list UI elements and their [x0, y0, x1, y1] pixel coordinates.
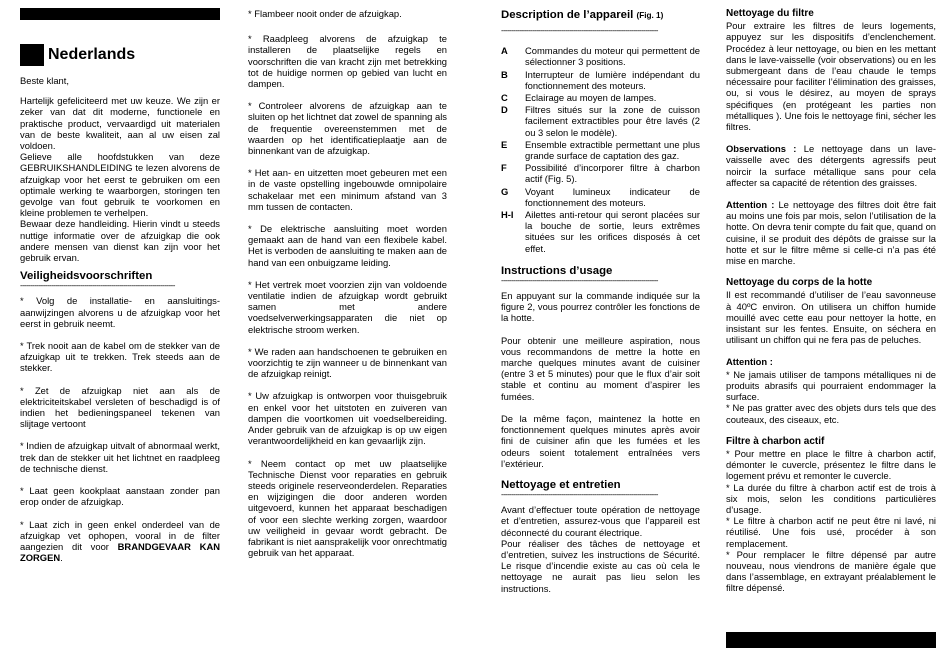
- legend-key: F: [501, 162, 507, 174]
- column-nl-intro: [20, 8, 220, 574]
- section-heading-usage: Instructions d’usage: [501, 264, 613, 277]
- observations-text: Le nettoyage dans un lave-vaisselle avec des détergents agressifs peut noircir la surface métallique sans pour cela affecter sa capacité de rétention des graisses.: [726, 143, 936, 188]
- language-header: [20, 44, 220, 66]
- safety-item: * Volg de installatie- en aansluitings-aanwijzingen alvorens u de afzuigkap voor het eerst in gebruik neemt.: [20, 295, 220, 329]
- attention-item: * Ne jamais utiliser de tampons métalliques ni de produits abrasifs qui pourraient endommager la surface.: [726, 368, 936, 403]
- safety-item: * Zet de afzuigkap niet aan als de elektriciteitskabel versleten of beschadigd is of indien het bedieningspaneel tekenen van slijtage vertoont: [20, 384, 220, 430]
- description-title: Description de l’appareil: [501, 9, 634, 21]
- legend-text: Possibilité d’incorporer filtre à charbon actif (Fig. 5).: [525, 162, 700, 185]
- section-rule: ----------------------------------------------------------------------------: [501, 277, 658, 286]
- legend-key: G: [501, 185, 509, 197]
- safety-text: * Laat zich in geen enkel onderdeel van de afzuigkap vet ophopen, vooral in de filter aangezien dit voor: [20, 518, 220, 552]
- legend-key: H-I: [501, 209, 514, 221]
- observations-label: Observations :: [726, 143, 797, 155]
- intro-paragraph: Gelieve alle hoofdstukken van deze GEBRUIKSHANDLEIDING te lezen alvorens de afzuigkap voor het eerst te gebruiken om een optimale werking te waarborgen, storingen ten gevolge van fout gebruik te voorkomen en kleine problemen te verhelpen.: [20, 151, 220, 219]
- body-cleaning-heading: Nettoyage du corps de la hotte: [726, 277, 873, 289]
- column-fr-cleaning: [726, 8, 936, 594]
- safety-item: * Flambeer nooit onder de afzuigkap.: [248, 8, 402, 19]
- attention-label: Attention :: [726, 199, 775, 211]
- legend-text: Filtres situés sur la zone de cuisson facilement extractibles pour être lavés (2 ou 3 selon le modèle).: [525, 104, 700, 138]
- legend-key: C: [501, 92, 508, 104]
- language-marker: [20, 44, 44, 66]
- maintenance-paragraph: Avant d’effectuer toute opération de nettoyage et d’entretien, assurez-vous que l’appareil est déconnecté du courant électrique.: [501, 504, 700, 538]
- safety-item: * Raadpleeg alvorens de afzuigkap te installeren de plaatselijke regels en voorschriften die van kracht zijn met betrekking tot de huidige normen op gebied van lucht en dampen.: [248, 33, 447, 90]
- safety-text-end: .: [60, 552, 63, 564]
- legend-key: E: [501, 138, 508, 150]
- fire-hazard-warning: BRANDGEVAAR KAN ZORGEN: [20, 540, 220, 564]
- safety-item: * Het vertrek moet voorzien zijn van voldoende ventilatie indien de afzuigkap wordt gebruikt samen met andere voedselverwerkingsapparaten die niet op elektrische stroom werken.: [248, 278, 447, 335]
- safety-item: * Controleer alvorens de afzuigkap aan te sluiten op het lichtnet dat zowel de spanning als de frequentie overeenstemmen met de waarden op het identificatieplaatje aan de binnenkant van de afzuigkap.: [248, 100, 447, 157]
- top-black-bar: [20, 8, 220, 20]
- column-fr-description: [501, 8, 700, 605]
- usage-paragraph: De la même façon, maintenez la hotte en fonctionnement quelques minutes après avoir fini de cuisiner afin que les fumées et les odeurs soient totalement entraînées vers l’extérieur.: [501, 412, 700, 469]
- section-heading-description: [501, 10, 700, 21]
- legend-text: Ensemble extractible permettant une plus grande surface de captation des gaz.: [525, 138, 700, 162]
- charcoal-item: * Le filtre à charbon actif ne peut être ni lavé, ni réutilisé. Une fois usé, procéder à son remplacement.: [726, 515, 936, 549]
- section-heading-maintenance: Nettoyage et entretien: [501, 478, 621, 491]
- safety-item: * Trek nooit aan de kabel om de stekker van de afzuigkap uit te trekken. Trek steeds aan de stekker.: [20, 340, 220, 374]
- filter-cleaning-text: Pour extraire les filtres de leurs logements, appuyez sur les dispositifs d’enclenchement. Procédez à leur nettoyage, ou bien en les mettant dans le lave-vaisselle (voir observations) ou en les submergeant dans de l’eau chaude le temps nécessaire pour faciliter l’élimination des graisses, ou, si vous le désirez, au moyen de sprays spécifiques (en protégeant les parties non métalliques ). Une fois le nettoyage fini, sécher les filtres.: [726, 20, 936, 133]
- safety-item: * Laat geen kookplaat aanstaan zonder pan erop onder de afzuigkap.: [20, 485, 220, 508]
- usage-paragraph: Pour obtenir une meilleure aspiration, nous vous recommandons de mettre la hotte en marche quelques minutes avant de cuisiner (entre 3 et 5 minutes) pour que le flux d’air soit stable et continu au moment d’aspirer les fumées.: [501, 334, 700, 402]
- intro-paragraph: Hartelijk gefeliciteerd met uw keuze. We zijn er zeker van dat dit moderne, functionele en praktische product, vervaardigd uit materialen van de beste kwaliteit, aan al uw eisen zal voldoen.: [20, 95, 220, 152]
- section-heading-safety: Veiligheidsvoorschriften: [20, 270, 153, 283]
- section-rule: ----------------------------------------------------------------------------: [501, 27, 658, 36]
- safety-item: * Uw afzuigkap is ontworpen voor thuisgebruik en enkel voor het uitstoten en zuiveren van dampen die voortkomen uit voedselbereiding. Ander gebruik van de afzuigkap is op uw eigen verantwoordelijkheid en kan gevaarlijk zijn.: [248, 390, 447, 447]
- section-rule: ----------------------------------------------------------------------------: [501, 491, 658, 500]
- language-title: Nederlands: [48, 46, 136, 64]
- greeting: Beste klant,: [20, 75, 69, 86]
- legend-text: Eclairage au moyen de lampes.: [525, 92, 657, 104]
- safety-item: * We raden aan handschoenen te gebruiken en voorzichtig te zijn wanneer u de binnenkant van de afzuigkap reinigt.: [248, 345, 447, 380]
- attention-item: * Ne pas gratter avec des objets durs tels que des couteaux, des ciseaux, etc.: [726, 402, 936, 425]
- legend-text: Interrupteur de lumière indépendant du fonctionnement des moteurs.: [525, 68, 700, 91]
- bottom-black-bar: [726, 632, 936, 648]
- attention-text: Le nettoyage des filtres doit être fait au moins une fois par mois, selon l’utilisation de la hotte. On devra tenir compte du fait que, quand on cuisine, il se produit des dépôts de graisse sur la hotte et sur le filtre même si celle-ci n’a pas été mise en marche.: [726, 199, 936, 267]
- body-cleaning-text: Il est recommandé d’utiliser de l’eau savonneuse à 40ºC environ. On utilisera un chiffon humide mouillé avec cette eau pour nettoyer la hotte, en insistant sur les fentes. Ensuite, on séchera en utilisant un chiffon qui ne fera pas de peluches.: [726, 289, 936, 346]
- charcoal-item: * Pour remplacer le filtre dépensé par autre nouveau, nous viendrons de manière égale que dans l’assemblage, en extrayant préalablement le filtre dépensé.: [726, 548, 936, 594]
- usage-paragraph: En appuyant sur la commande indiquée sur la figure 2, vous pourrez contrôler les fonctions de la hotte.: [501, 290, 700, 324]
- column-nl-safety: [248, 8, 447, 569]
- legend-text: Ailettes anti-retour qui seront placées sur la bouche de sortie, leurs extrêmes situées sur les orifices disposés à cet effet.: [525, 209, 700, 254]
- filter-cleaning-heading: Nettoyage du filtre: [726, 8, 814, 19]
- charcoal-item: * Pour mettre en place le filtre à charbon actif, démonter le cuvercle, présentez le filtre dans le logement prévu et remonter le cuvercle.: [726, 447, 936, 482]
- safety-item-fire-hazard: [20, 519, 220, 564]
- safety-item: * De elektrische aansluiting moet worden gemaakt aan de hand van een flexibele kabel. Het is verboden de aansluiting te maken aan de hand van een onbuigzame leiding.: [248, 223, 447, 268]
- observations-paragraph: [726, 143, 936, 188]
- legend-key: D: [501, 104, 508, 116]
- legend-key: B: [501, 68, 508, 80]
- legend-text: Commandes du moteur qui permettent de sélectionner 3 positions.: [525, 45, 700, 68]
- legend-text: Voyant lumineux indicateur de fonctionnement des moteurs.: [525, 185, 700, 208]
- attention-paragraph: [726, 199, 936, 266]
- attention-heading: Attention :: [726, 356, 773, 368]
- parts-legend: [501, 45, 700, 254]
- charcoal-filter-heading: Filtre à charbon actif: [726, 435, 825, 447]
- figure-reference: (Fig. 1): [636, 11, 664, 20]
- section-rule: ---------------------------------------------------------------------------: [20, 282, 175, 291]
- charcoal-item: * La durée du filtre à charbon actif est de trois à six mois, selon les conditions particulières d’usage.: [726, 481, 936, 515]
- maintenance-paragraph: Pour réaliser des tâches de nettoyage et d’entretien, suivez les instructions de Sécurité. Le risque d’incendie existe au cas où cela le nettoyage ne aurait pas lieu selon les instructions.: [501, 537, 700, 594]
- safety-item: * Indien de afzuigkap uitvalt of abnormaal werkt, trek dan de stekker uit het lichtnet en raadpleeg de technische dienst.: [20, 440, 220, 474]
- safety-item: * Het aan- en uitzetten moet gebeuren met een in de vaste opstelling ingebouwde omnipolaire schakelaar met een minimum afstand van 3 mm tussen de contacten.: [248, 167, 447, 212]
- safety-item: * Neem contact op met uw plaatselijke Technische Dienst voor reparaties en gebruik steeds originele reserveonderdelen. Reparaties en wijzigingen die door anderen worden uitgevoerd, kunnen het apparaat beschadigen of voor een slechte werking zorgen, waardoor uw veiligheid in gevaar wordt gebracht. De fabrikant is niet aansprakelijk voor onrechtmatig gebruik van het apparaat.: [248, 457, 447, 559]
- intro-paragraph: Bewaar deze handleiding. Hierin vindt u steeds nuttige informatie over de afzuigkap die ook andere mensen van dienst kan zijn voor het gebruik ervan.: [20, 218, 220, 264]
- legend-key: A: [501, 45, 508, 57]
